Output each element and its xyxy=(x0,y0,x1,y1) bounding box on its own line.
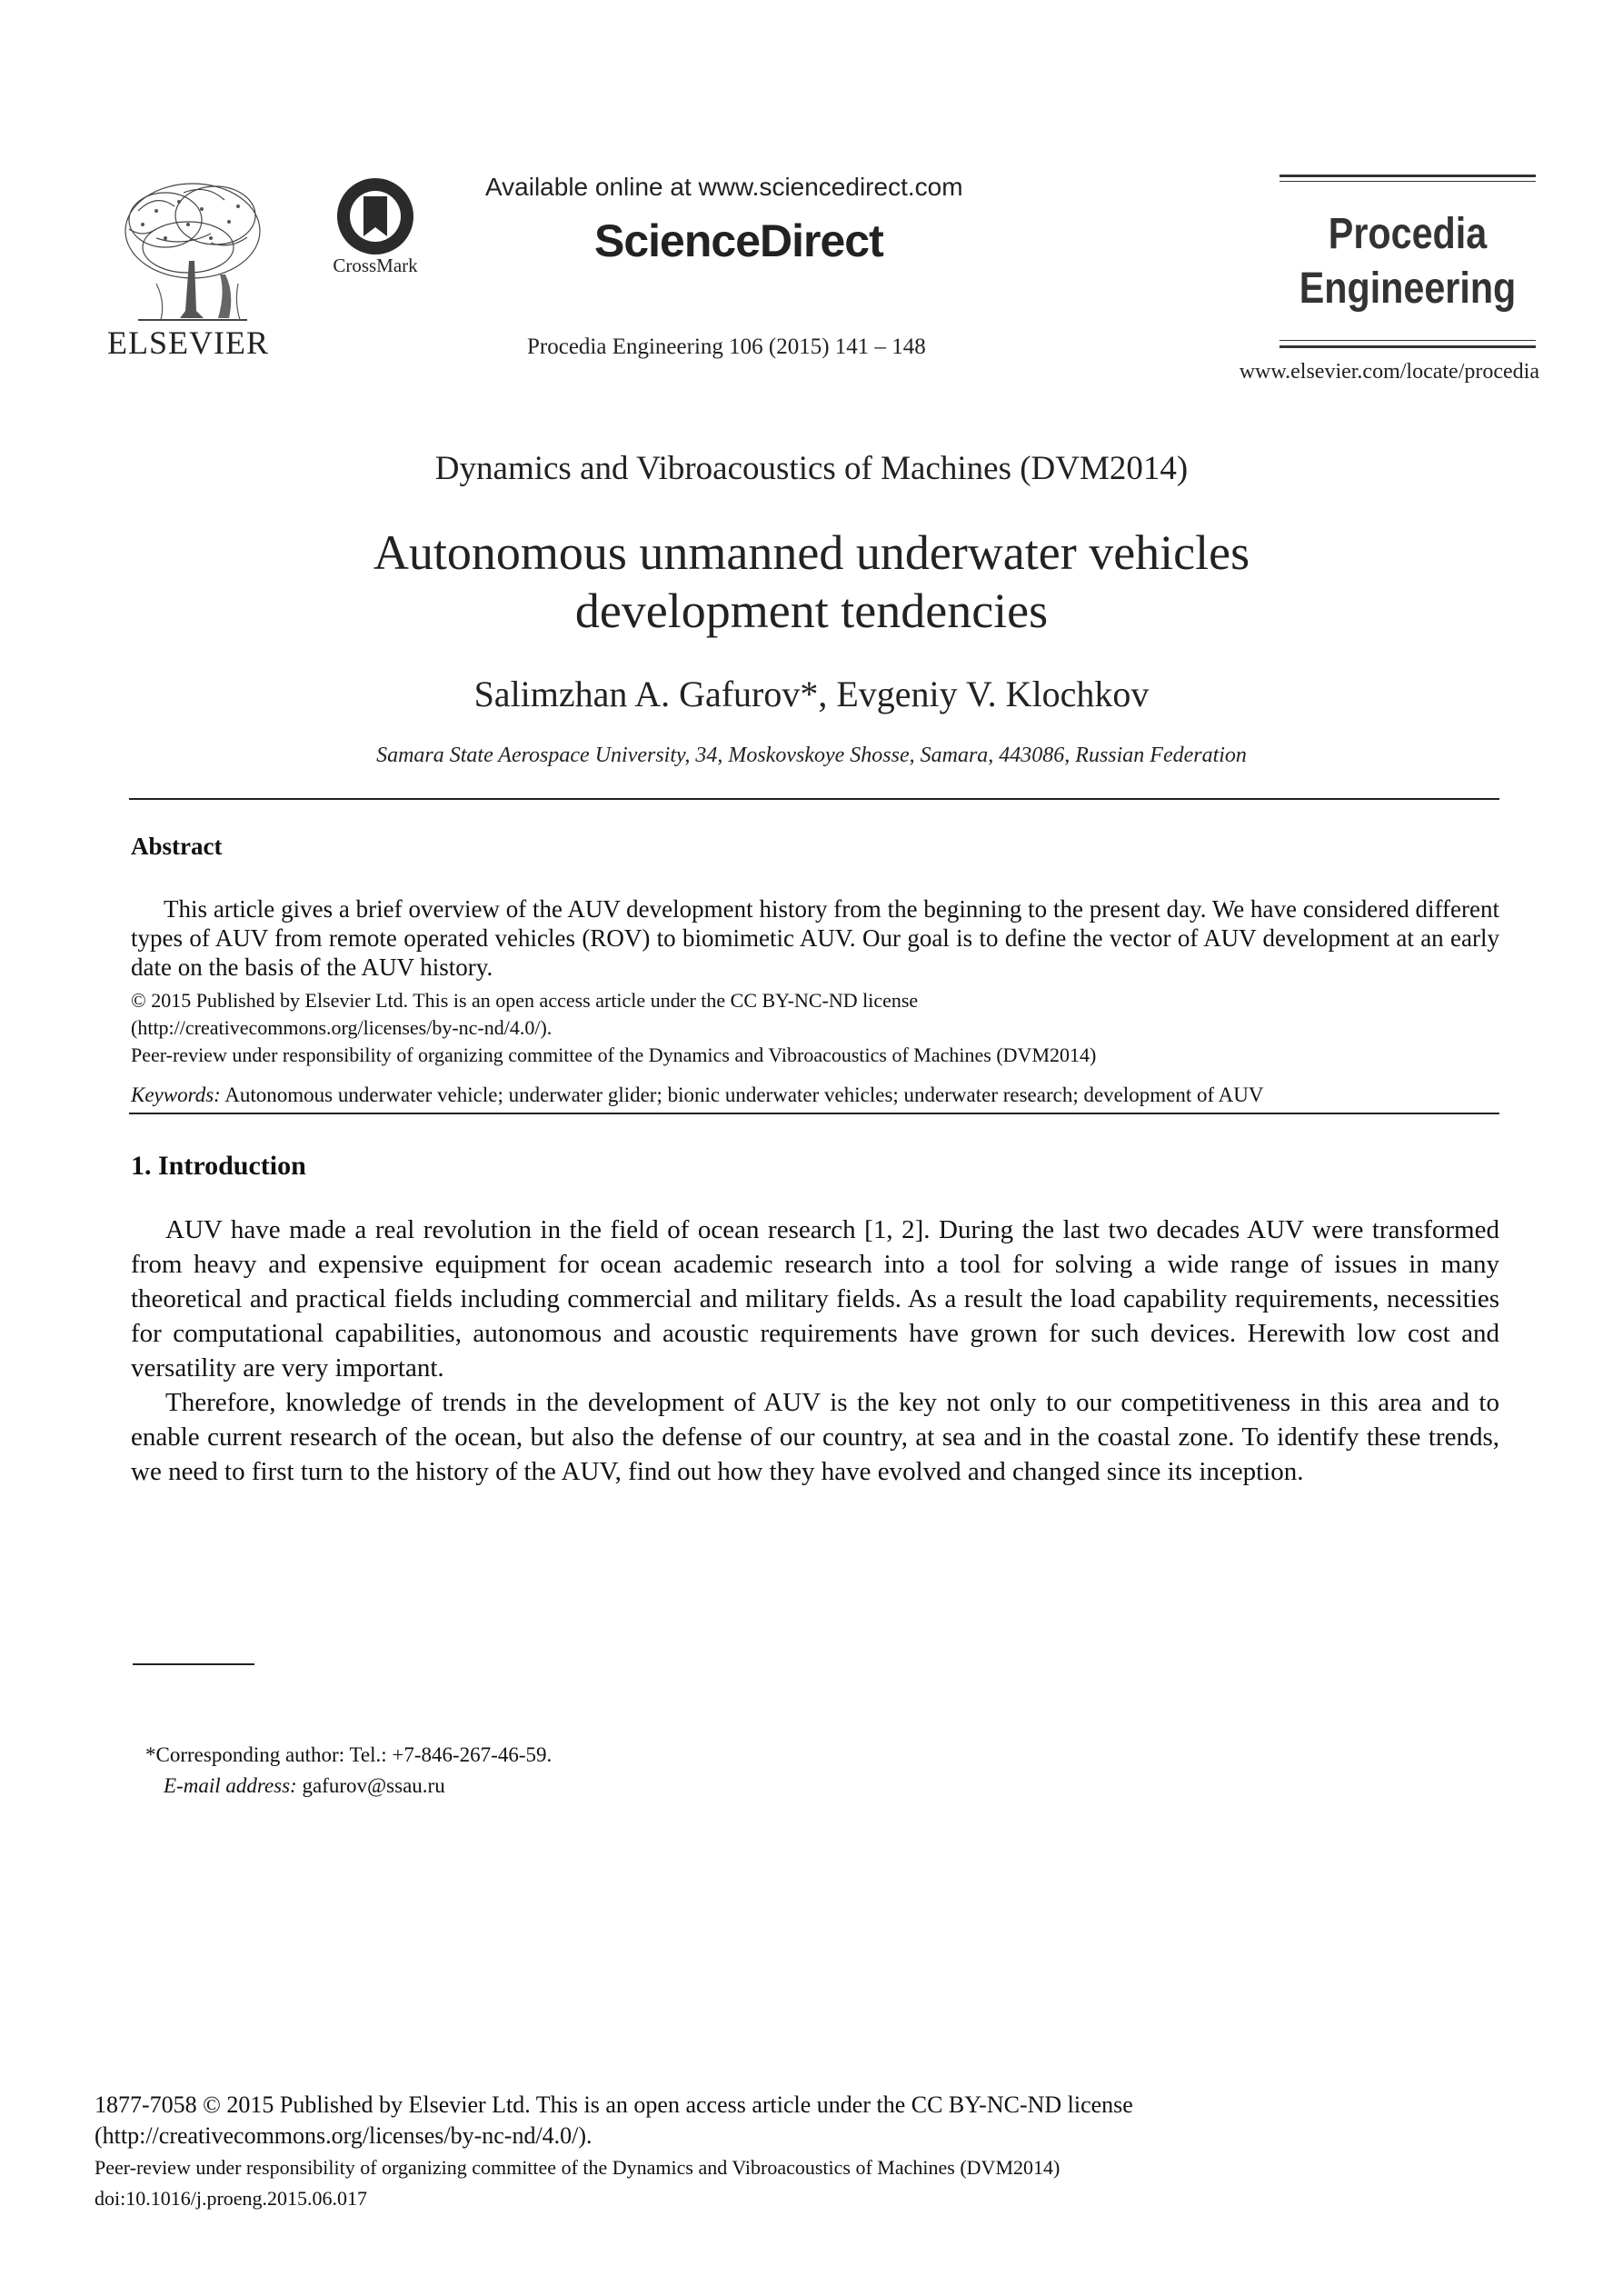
abstract-copyright-line2[interactable]: (http://creativecommons.org/licenses/by-nc-nd/4.0/). xyxy=(131,1016,553,1039)
footnote-email xyxy=(164,1771,445,1802)
abstract-top-rule xyxy=(129,798,1499,800)
abstract-heading: Abstract xyxy=(131,833,223,860)
crossmark-label: CrossMark xyxy=(333,255,418,276)
paper-title-line2: development tendencies xyxy=(574,584,1049,638)
abstract-peer-review: Peer-review under responsibility of organizing committee of the Dynamics and Vibroacoustics of Machines (DVM2014) xyxy=(131,1043,1097,1066)
keywords-label: Keywords: xyxy=(131,1083,221,1106)
available-online-text: Available online at www.sciencedirect.com xyxy=(485,173,963,201)
paper-title xyxy=(0,524,1623,640)
masthead-top-rule-thin xyxy=(1279,181,1536,182)
footer-license-url[interactable]: (http://creativecommons.org/licenses/by-nc-nd/4.0/). xyxy=(95,2122,592,2149)
authors: Salimzhan A. Gafurov*, Evgeniy V. Klochkov xyxy=(473,674,1150,714)
footnote-rule xyxy=(133,1663,254,1665)
masthead-top-rule xyxy=(1279,175,1536,177)
footnote-corresponding: *Corresponding author: Tel.: +7-846-267-46-59. xyxy=(145,1743,553,1766)
intro-paragraph-1: AUV have made a real revolution in the field of ocean research [1, 2]. During the last two decades AUV were transformed from heavy and expensive equipment for ocean academic research into a tool for solving a wide range of issues in many theoretical and practical fields including commercial and military fields. As a result the load capability requirements, necessities for computational capabilities, autonomous and acoustic requirements have grown for such devices. Herewith low cost and versatility are very important. xyxy=(131,1215,1499,1383)
crossmark-icon[interactable] xyxy=(334,175,416,258)
journal-title xyxy=(1298,207,1518,316)
journal-title-line1: Procedia xyxy=(1328,210,1488,258)
paper-title-line1: Autonomous unmanned underwater vehicles xyxy=(373,525,1250,580)
section-heading: 1. Introduction xyxy=(131,1151,306,1181)
abstract-bottom-rule xyxy=(129,1113,1499,1114)
intro-paragraph-2: Therefore, knowledge of trends in the development of AUV is the key not only to our competitiveness in this area and to enable current research of the ocean, but also the defense of our country, at sea and in the coastal zone. To identify these trends, we need to first turn to the history of the AUV, find out how they have evolved and changed since its inception. xyxy=(131,1388,1499,1486)
journal-masthead xyxy=(1279,175,1536,356)
abstract-text: This article gives a brief overview of the AUV development history from the beginning to the present day. We have considered different types of AUV from remote operated vehicles (ROV) to biomimetic AUV. Our goal is to define the vector of AUV development at an early date on the basis of the AUV history. xyxy=(131,895,1499,981)
conference-name: Dynamics and Vibroacoustics of Machines (DVM2014) xyxy=(434,450,1189,487)
email-label: E-mail address: xyxy=(164,1774,297,1797)
masthead-bottom-rule-thin xyxy=(1279,340,1536,341)
email-address[interactable]: gafurov@ssau.ru xyxy=(302,1774,445,1797)
abstract-copyright-line1: © 2015 Published by Elsevier Ltd. This is an open access article under the CC BY-NC-ND license xyxy=(131,989,919,1012)
masthead-bottom-rule xyxy=(1279,345,1536,348)
elsevier-wordmark: ELSEVIER xyxy=(107,324,269,361)
sciencedirect-wordmark[interactable]: ScienceDirect xyxy=(594,215,883,266)
footer-issn-license: 1877-7058 © 2015 Published by Elsevier Ltd. This is an open access article under the CC BY-NC-ND license xyxy=(95,2091,1133,2118)
footer-peer-review: Peer-review under responsibility of organizing committee of the Dynamics and Vibroacoustics of Machines (DVM2014) xyxy=(95,2156,1060,2179)
journal-reference: Procedia Engineering 106 (2015) 141 – 148 xyxy=(527,334,926,359)
journal-url[interactable]: www.elsevier.com/locate/procedia xyxy=(1239,360,1539,384)
journal-title-line2: Engineering xyxy=(1299,265,1517,313)
footer-doi[interactable]: doi:10.1016/j.proeng.2015.06.017 xyxy=(95,2187,368,2210)
keywords xyxy=(131,1083,1499,1107)
keywords-text: Autonomous underwater vehicle; underwater glider; bionic underwater vehicles; underwater research; development of AUV xyxy=(224,1083,1264,1106)
affiliation: Samara State Aerospace University, 34, Moskovskoye Shosse, Samara, 443086, Russian Federation xyxy=(376,744,1247,767)
